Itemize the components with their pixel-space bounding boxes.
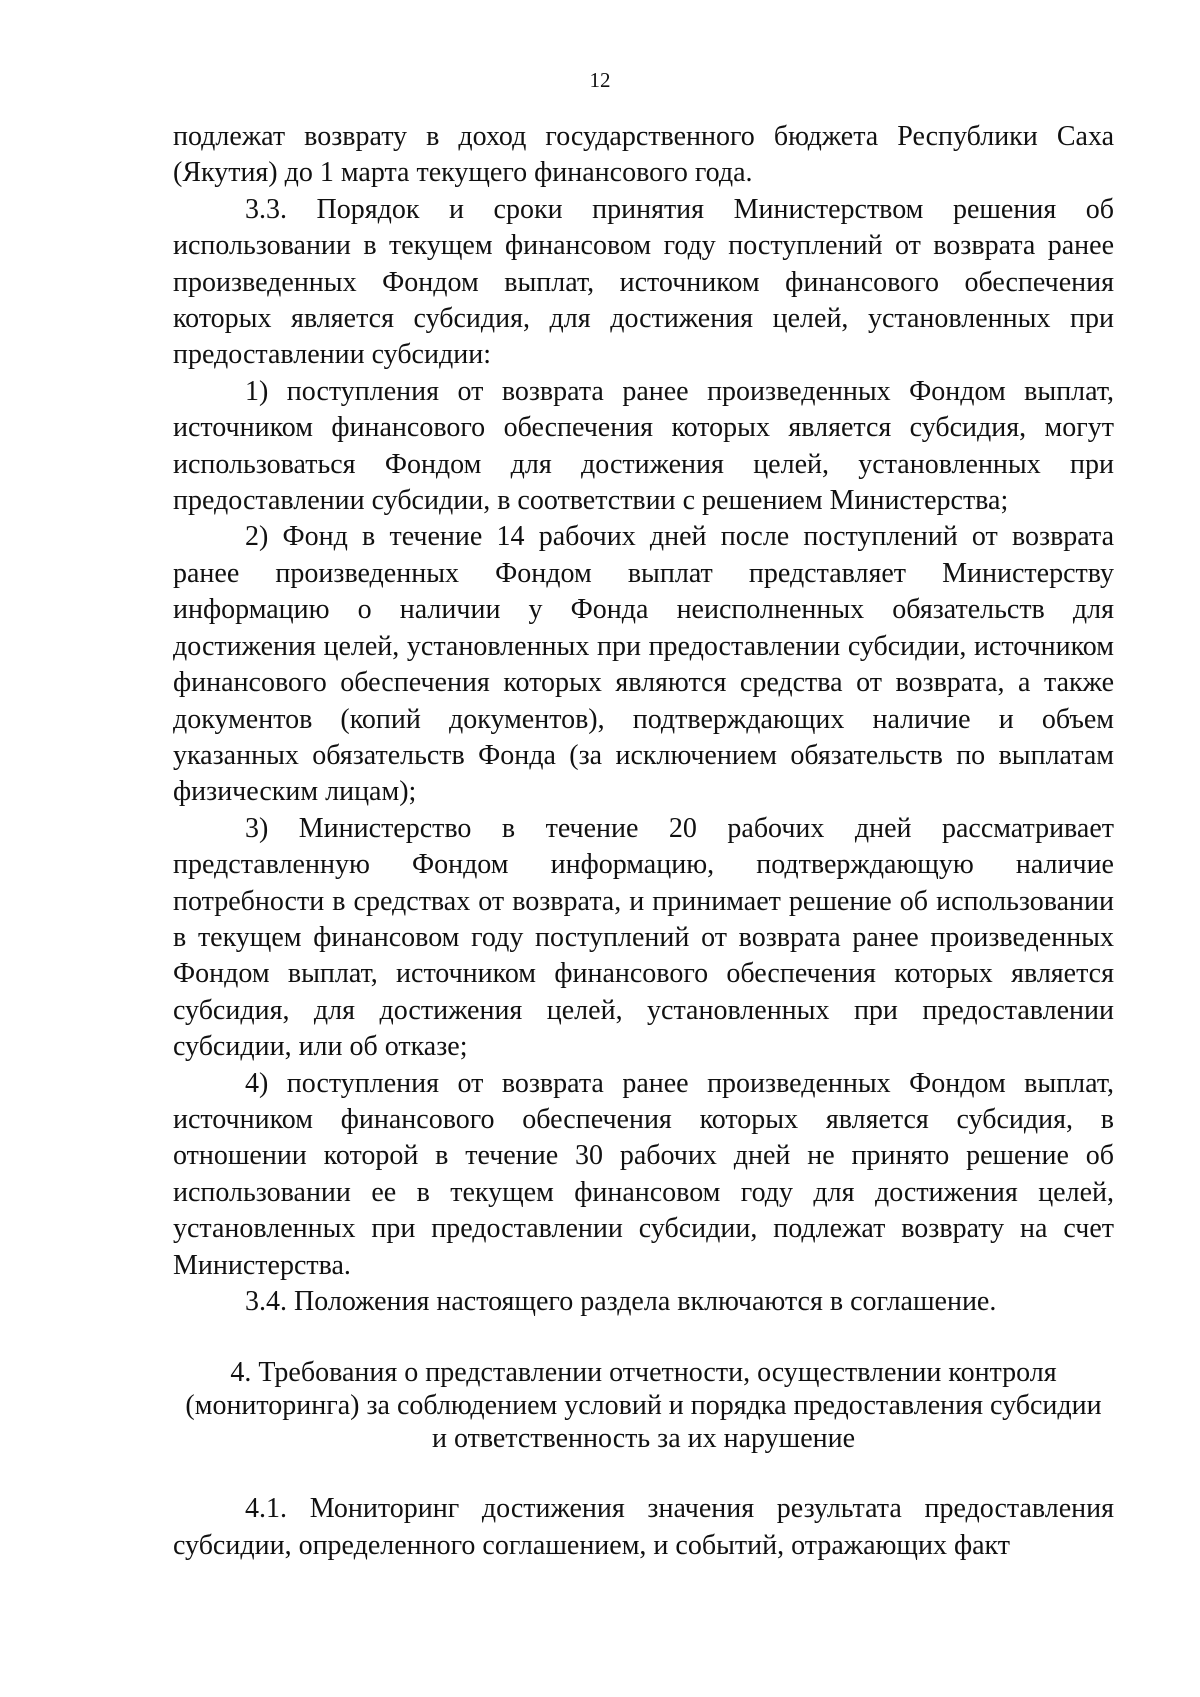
paragraph-3-4: 3.4. Положения настоящего раздела включаются в соглашение. xyxy=(245,1286,997,1317)
paragraph-4-1: 4.1. Мониторинг достижения значения результата предоставления субсидии, определенного соглашением, и событий, отражающих факт xyxy=(173,1493,1114,1561)
document-body xyxy=(173,119,1114,1564)
page-number: 12 xyxy=(589,68,611,92)
section-heading-line-3: и ответственность за их нарушение xyxy=(431,1423,856,1455)
list-item-1: 1) поступления от возврата ранее произведенных Фондом выплат, источником финансового обеспечения которых является субсидия, могут использоваться Фондом для достижения целей, установленных при предоставлении субсидии, в соответствии с решением Министерства; xyxy=(173,375,1114,517)
section-heading-line-2: (мониторинга) за соблюдением условий и порядка предоставления субсидии xyxy=(185,1390,1102,1422)
list-item-4: 4) поступления от возврата ранее произведенных Фондом выплат, источником финансового обеспечения которых является субсидия, в отношении которой в течение 30 рабочих дней не принято решение об использовании ее в текущем финансовом году для достижения целей, установленных при предоставлении субсидии, подлежат возврату на счет Министерства. xyxy=(173,1067,1114,1281)
list-item-2: 2) Фонд в течение 14 рабочих дней после поступлений от возврата ранее произведенных Фондом выплат представляет Министерству информацию о наличии у Фонда неисполненных обязательств для достижения целей, установленных при предоставлении субсидии, источником финансового обеспечения которых являются средства от возврата, а также документов (копий документов), подтверждающих наличие и объем указанных обязательств Фонда (за исключением обязательств по выплатам физическим лицам); xyxy=(173,521,1114,808)
paragraph-3-3: 3.3. Порядок и сроки принятия Министерством решения об использовании в текущем финансовом году поступлений от возврата ранее произведенных Фондом выплат, источником финансового обеспечения которых является субсидия, для достижения целей, установленных при предоставлении субсидии: xyxy=(173,193,1114,371)
section-4-heading xyxy=(173,1356,1114,1455)
paragraph-continuation: подлежат возврату в доход государственного бюджета Республики Саха (Якутия) до 1 марта текущего финансового года. xyxy=(173,121,1114,189)
list-item-3: 3) Министерство в течение 20 рабочих дней рассматривает представленную Фондом информацию, подтверждающую наличие потребности в средствах от возврата, и принимает решение об использовании в текущем финансовом году поступлений от возврата ранее произведенных Фондом выплат, источником финансового обеспечения которых является субсидия, для достижения целей, установленных при предоставлении субсидии, или об отказе; xyxy=(173,812,1114,1063)
section-heading-line-1: 4. Требования о представлении отчетности, осуществлении контроля xyxy=(230,1357,1057,1389)
